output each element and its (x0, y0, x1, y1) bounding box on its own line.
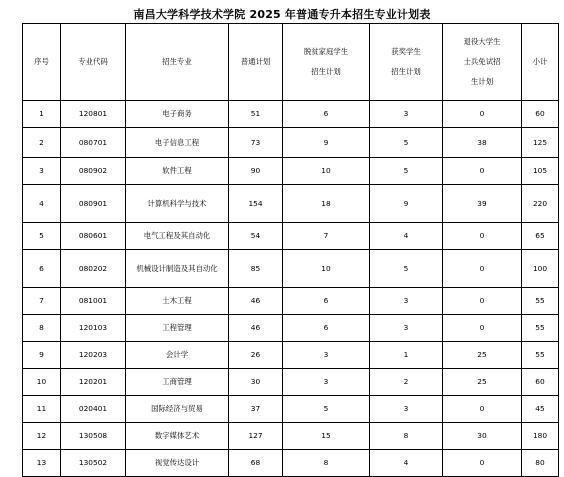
cell-general: 54 (229, 223, 283, 250)
header-veteran-line1: 退役大学生 (463, 37, 501, 46)
cell-poverty: 3 (283, 342, 370, 369)
cell-major: 机械设计制造及其自动化 (126, 250, 229, 288)
cell-general: 127 (229, 423, 283, 450)
header-veteran-line3: 生计划 (470, 77, 494, 86)
cell-total: 180 (522, 423, 559, 450)
cell-major: 电子信息工程 (126, 128, 229, 158)
cell-award: 9 (370, 185, 443, 223)
header-major: 招生专业 (126, 24, 229, 101)
cell-award: 8 (370, 423, 443, 450)
cell-index: 13 (23, 450, 61, 477)
cell-total: 55 (522, 315, 559, 342)
cell-veteran: 25 (443, 369, 522, 396)
page-title: 南昌大学科学技术学院 2025 年普通专升本招生专业计划表 (133, 8, 431, 21)
table-body (23, 101, 559, 477)
cell-code: 120203 (61, 342, 126, 369)
cell-veteran: 38 (443, 128, 522, 158)
cell-major: 视觉传达设计 (126, 450, 229, 477)
cell-general: 26 (229, 342, 283, 369)
cell-total: 65 (522, 223, 559, 250)
cell-veteran: 39 (443, 185, 522, 223)
cell-poverty: 9 (283, 128, 370, 158)
header-index: 序号 (23, 24, 61, 101)
cell-code: 130508 (61, 423, 126, 450)
cell-index: 2 (23, 128, 61, 158)
cell-general: 85 (229, 250, 283, 288)
cell-total: 60 (522, 369, 559, 396)
cell-code: 081001 (61, 288, 126, 315)
table-row (23, 315, 559, 342)
cell-total: 55 (522, 288, 559, 315)
cell-index: 12 (23, 423, 61, 450)
table-row (23, 396, 559, 423)
header-award-line1: 获奖学生 (391, 47, 421, 56)
cell-major: 计算机科学与技术 (126, 185, 229, 223)
header-poverty (283, 24, 370, 101)
header-award (370, 24, 443, 101)
cell-general: 51 (229, 101, 283, 128)
cell-code: 080902 (61, 158, 126, 185)
cell-veteran: 0 (443, 158, 522, 185)
header-total: 小计 (522, 24, 559, 101)
cell-major: 国际经济与贸易 (126, 396, 229, 423)
cell-major: 软件工程 (126, 158, 229, 185)
table-row (23, 342, 559, 369)
table-row (23, 250, 559, 288)
cell-major: 电气工程及其自动化 (126, 223, 229, 250)
cell-award: 3 (370, 288, 443, 315)
cell-index: 9 (23, 342, 61, 369)
table-row (23, 369, 559, 396)
cell-poverty: 10 (283, 158, 370, 185)
cell-index: 4 (23, 185, 61, 223)
cell-index: 11 (23, 396, 61, 423)
cell-code: 080701 (61, 128, 126, 158)
cell-award: 2 (370, 369, 443, 396)
cell-veteran: 0 (443, 315, 522, 342)
cell-award: 3 (370, 396, 443, 423)
table-row (23, 423, 559, 450)
cell-poverty: 3 (283, 369, 370, 396)
cell-code: 080202 (61, 250, 126, 288)
cell-award: 1 (370, 342, 443, 369)
cell-veteran: 30 (443, 423, 522, 450)
cell-general: 90 (229, 158, 283, 185)
cell-veteran: 0 (443, 450, 522, 477)
cell-major: 工程管理 (126, 315, 229, 342)
header-award-line2: 招生计划 (391, 67, 421, 76)
cell-index: 10 (23, 369, 61, 396)
cell-total: 125 (522, 128, 559, 158)
cell-total: 105 (522, 158, 559, 185)
cell-poverty: 8 (283, 450, 370, 477)
cell-veteran: 0 (443, 396, 522, 423)
cell-major: 数字媒体艺术 (126, 423, 229, 450)
cell-major: 会计学 (126, 342, 229, 369)
header-veteran-line2: 士兵免试招 (463, 57, 501, 66)
cell-award: 3 (370, 101, 443, 128)
cell-poverty: 6 (283, 288, 370, 315)
table-row (23, 185, 559, 223)
cell-general: 46 (229, 315, 283, 342)
cell-code: 020401 (61, 396, 126, 423)
cell-award: 4 (370, 223, 443, 250)
cell-general: 68 (229, 450, 283, 477)
cell-general: 46 (229, 288, 283, 315)
cell-award: 5 (370, 128, 443, 158)
cell-poverty: 15 (283, 423, 370, 450)
table-row (23, 128, 559, 158)
cell-total: 60 (522, 101, 559, 128)
cell-code: 120201 (61, 369, 126, 396)
cell-poverty: 6 (283, 315, 370, 342)
header-code: 专业代码 (61, 24, 126, 101)
cell-major: 土木工程 (126, 288, 229, 315)
cell-total: 220 (522, 185, 559, 223)
cell-poverty: 10 (283, 250, 370, 288)
table-row (23, 101, 559, 128)
cell-veteran: 0 (443, 250, 522, 288)
cell-general: 73 (229, 128, 283, 158)
table-row (23, 223, 559, 250)
cell-index: 3 (23, 158, 61, 185)
cell-award: 3 (370, 315, 443, 342)
cell-award: 4 (370, 450, 443, 477)
cell-major: 电子商务 (126, 101, 229, 128)
cell-poverty: 7 (283, 223, 370, 250)
cell-general: 30 (229, 369, 283, 396)
cell-total: 80 (522, 450, 559, 477)
table-row (23, 158, 559, 185)
enrollment-plan-table (22, 23, 559, 477)
cell-index: 7 (23, 288, 61, 315)
cell-code: 120103 (61, 315, 126, 342)
cell-veteran: 0 (443, 288, 522, 315)
cell-poverty: 6 (283, 101, 370, 128)
cell-code: 080901 (61, 185, 126, 223)
cell-award: 5 (370, 158, 443, 185)
cell-veteran: 0 (443, 101, 522, 128)
cell-veteran: 0 (443, 223, 522, 250)
table-row (23, 288, 559, 315)
cell-total: 100 (522, 250, 559, 288)
cell-index: 8 (23, 315, 61, 342)
header-veteran (443, 24, 522, 101)
header-general: 普通计划 (229, 24, 283, 101)
header-poverty-line2: 招生计划 (311, 67, 341, 76)
cell-index: 5 (23, 223, 61, 250)
cell-award: 5 (370, 250, 443, 288)
cell-total: 55 (522, 342, 559, 369)
cell-code: 080601 (61, 223, 126, 250)
cell-code: 130502 (61, 450, 126, 477)
cell-total: 45 (522, 396, 559, 423)
cell-major: 工商管理 (126, 369, 229, 396)
cell-general: 154 (229, 185, 283, 223)
cell-poverty: 18 (283, 185, 370, 223)
cell-code: 120801 (61, 101, 126, 128)
table-row (23, 450, 559, 477)
cell-index: 1 (23, 101, 61, 128)
header-poverty-line1: 脱贫家庭学生 (303, 47, 349, 56)
cell-veteran: 25 (443, 342, 522, 369)
header-row (23, 24, 559, 101)
cell-general: 37 (229, 396, 283, 423)
cell-poverty: 5 (283, 396, 370, 423)
cell-index: 6 (23, 250, 61, 288)
